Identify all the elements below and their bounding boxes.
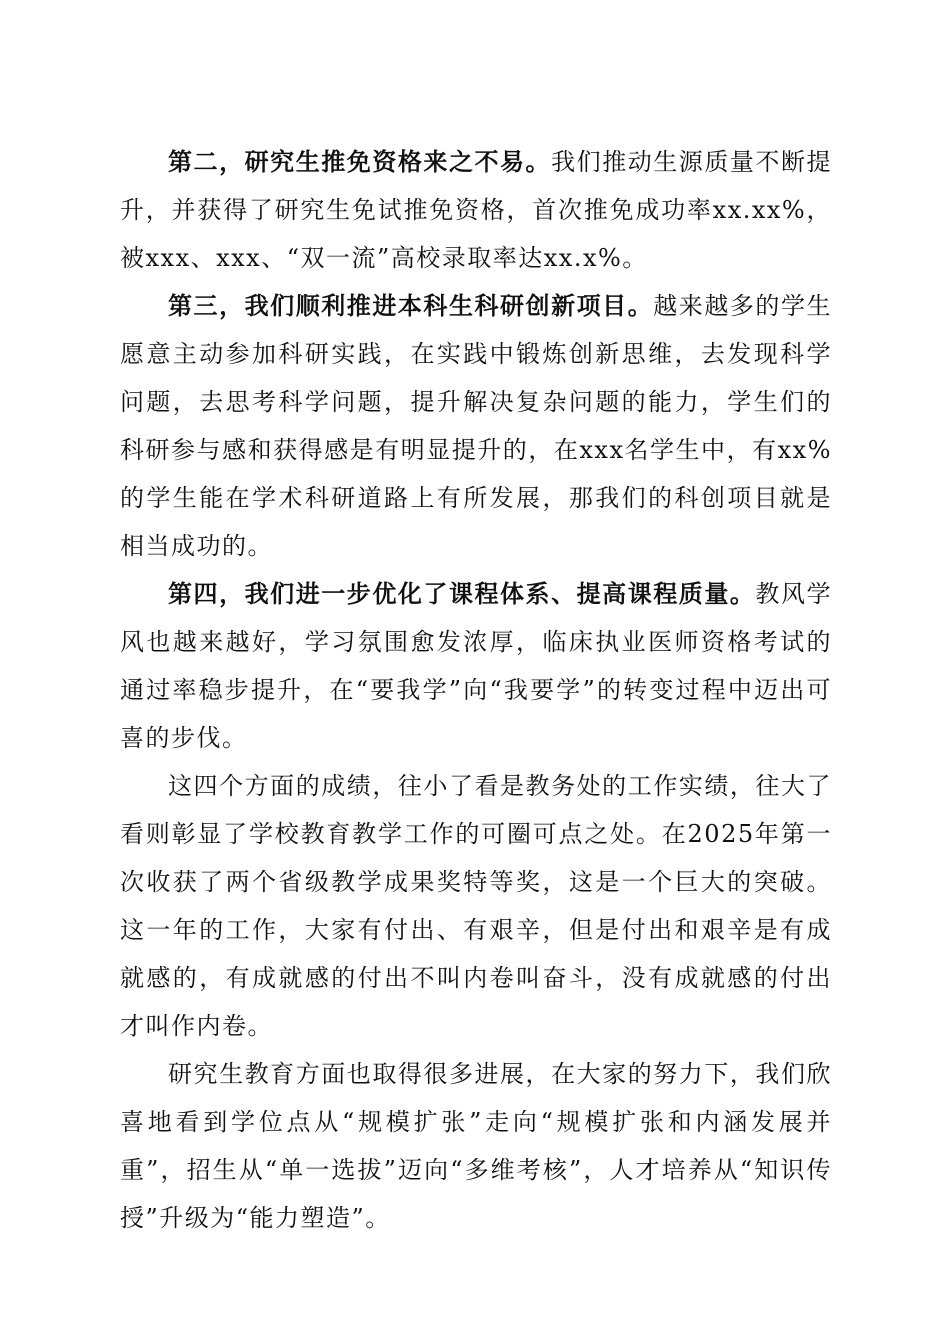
paragraph-undergrad-research <box>120 282 832 570</box>
paragraph-text: 这四个方面的成绩，往小了看是教务处的工作实绩，往大了看则彰显了学校教育教学工作的可圈可点之处。在2025年第一次收获了两个省级教学成果奖特等奖，这是一个巨大的突破。这一年的工作，大家有付出、有艰辛，但是付出和艰辛是有成就感的，有成就感的付出不叫内卷叫奋斗，没有成就感的付出才叫作内卷。 <box>120 772 832 1040</box>
paragraph-text: 越来越多的学生愿意主动参加科研实践，在实践中锻炼创新思维，去发现科学问题，去思考科学问题，提升解决复杂问题的能力，学生们的科研参与感和获得感是有明显提升的，在xxx名学生中，有xx%的学生能在学术科研道路上有所发展，那我们的科创项目就是相当成功的。 <box>120 292 833 560</box>
paragraph-heading: 第二，研究生推免资格来之不易。 <box>168 147 552 176</box>
paragraph-heading: 第四，我们进一步优化了课程体系、提高课程质量。 <box>168 579 756 608</box>
paragraph-text: 研究生教育方面也取得很多进展，在大家的努力下，我们欣喜地看到学位点从“规模扩张”走向“规模扩张和内涵发展并重”，招生从“单一选拔”迈向“多维考核”，人才培养从“知识传授”升级为“能力塑造”。 <box>120 1060 832 1232</box>
paragraph-graduate-education <box>120 1050 832 1242</box>
paragraph-text: 我们推动生源质量不断提升，并获得了研究生免试推免资格，首次推免成功率xx.xx%，被xxx、xxx、“双一流”高校录取率达xx.x%。 <box>120 148 833 272</box>
paragraph-heading: 第三，我们顺利推进本科生科研创新项目。 <box>168 291 654 320</box>
document-body <box>120 138 832 1242</box>
paragraph-achievements-summary <box>120 762 832 1050</box>
paragraph-curriculum <box>120 570 832 762</box>
paragraph-postgrad-recommendation <box>120 138 832 282</box>
paragraph-text: 教风学风也越来越好，学习氛围愈发浓厚，临床执业医师资格考试的通过率稳步提升，在“要我学”向“我要学”的转变过程中迈出可喜的步伐。 <box>120 580 833 752</box>
